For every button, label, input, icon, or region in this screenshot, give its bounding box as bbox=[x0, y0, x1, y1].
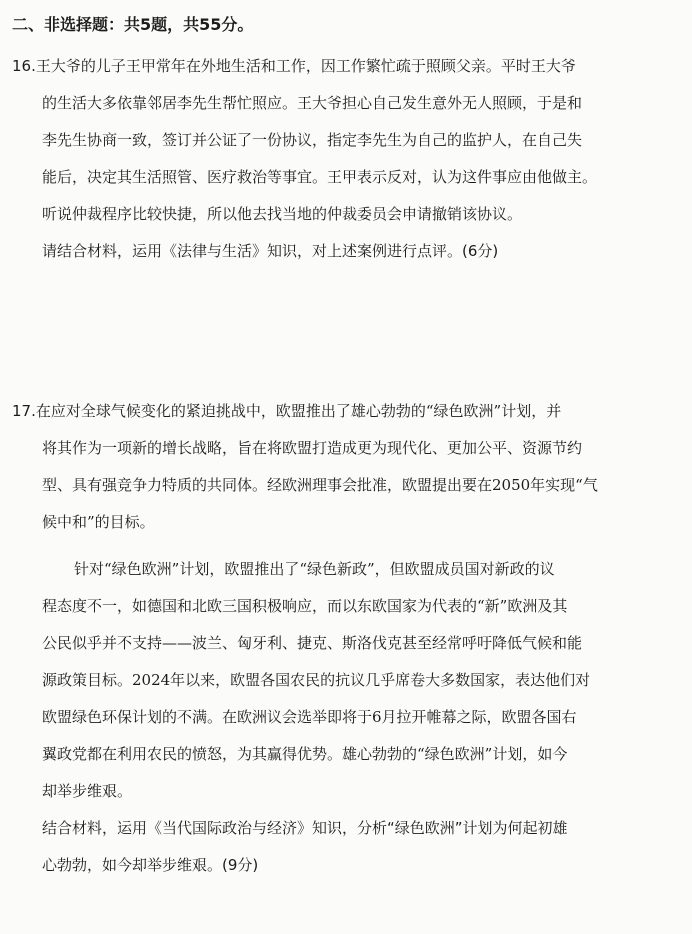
q17-p1-line-4: 候中和”的目标。 bbox=[42, 513, 155, 531]
q17-p2-line-3: 公民似乎并不支持——波兰、匈牙利、捷克、斯洛伐克甚至经常呼吁降低气候和能 bbox=[42, 634, 583, 652]
q17-p2-line-7: 却举步维艰。 bbox=[42, 782, 133, 800]
section-title: 二、非选择题：共5题，共55分。 bbox=[12, 15, 254, 34]
q17-prompt-line-1: 结合材料，运用《当代国际政治与经济》知识，分析“绿色欧洲”计划为何起初雄 bbox=[42, 819, 568, 837]
q17-p2-line-2: 程态度不一，如德国和北欧三国积极响应，而以东欧国家为代表的“新”欧洲及其 bbox=[42, 597, 568, 615]
q16-line-3: 李先生协商一致，签订并公证了一份协议，指定李先生为自己的监护人，在自己失 bbox=[42, 131, 583, 149]
q17-prompt-line-2: 心勃勃，如今却举步维艰。(9分) bbox=[42, 856, 259, 874]
q17-p2-line-5: 欧盟绿色环保计划的不满。在欧洲议会选举即将于6月拉开帷幕之际，欧盟各国右 bbox=[42, 708, 577, 726]
q17-p1-line-3: 型、具有强竞争力特质的共同体。经欧洲理事会批准，欧盟提出要在2050年实现“气 bbox=[42, 476, 598, 494]
q17-p1-line-1: 17.在应对全球气候变化的紧迫挑战中，欧盟推出了雄心勃勃的“绿色欧洲”计划，并 bbox=[12, 402, 562, 420]
q17-p2-line-1: 针对“绿色欧洲”计划，欧盟推出了“绿色新政”，但欧盟成员国对新政的议 bbox=[74, 560, 555, 578]
q17-p2-line-4: 源政策目标。2024年以来，欧盟各国农民的抗议几乎席卷大多数国家，表达他们对 bbox=[42, 671, 591, 689]
q16-prompt: 请结合材料，运用《法律与生活》知识，对上述案例进行点评。(6分) bbox=[42, 242, 499, 260]
q16-line-2: 的生活大多依靠邻居李先生帮忙照应。王大爷担心自己发生意外无人照顾，于是和 bbox=[42, 94, 583, 112]
question-17 bbox=[12, 393, 672, 884]
q16-number: 16. bbox=[12, 57, 36, 75]
q16-line-4: 能后，决定其生活照管、医疗救治等事宜。王甲表示反对，认为这件事应由他做主。 bbox=[42, 168, 598, 186]
question-16 bbox=[12, 48, 672, 270]
q16-line-5: 听说仲裁程序比较快捷，所以他去找当地的仲裁委员会申请撤销该协议。 bbox=[42, 205, 523, 223]
q16-line-1: 16.王大爷的儿子王甲常年在外地生活和工作，因工作繁忙疏于照顾父亲。平时王大爷 bbox=[12, 57, 576, 75]
q17-p2-line-6: 翼政党都在利用农民的愤怒，为其赢得优势。雄心勃勃的“绿色欧洲”计划，如今 bbox=[42, 745, 568, 763]
q17-p1-line-2: 将其作为一项新的增长战略，旨在将欧盟打造成更为现代化、更加公平、资源节约 bbox=[42, 439, 583, 457]
q17-number: 17. bbox=[12, 402, 36, 420]
